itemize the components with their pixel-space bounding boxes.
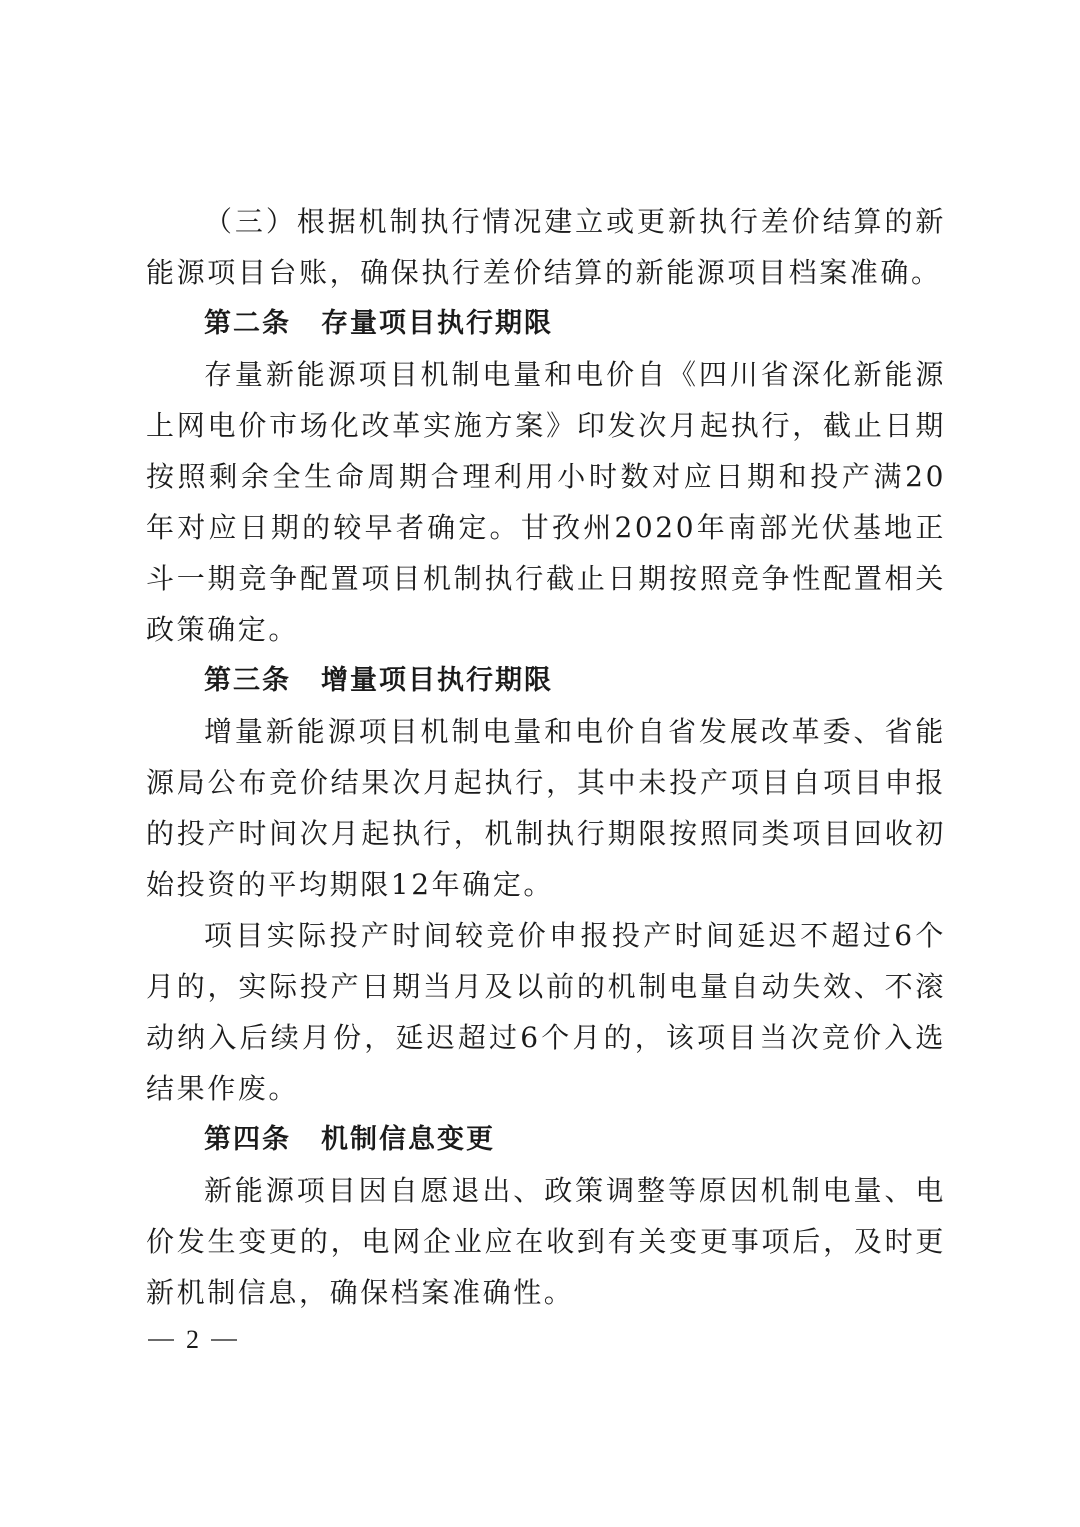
paragraph-existing-projects: 存量新能源项目机制电量和电价自《四川省深化新能源上网电价市场化改革实施方案》印发次月起执行，截止日期按照剩余全生命周期合理利用小时数对应日期和投产满20年对应日期的较早者确定。甘孜州2020年南部光伏基地正斗一期竞争配置项目机制执行截止日期按照竞争性配置相关政策确定。 <box>146 358 946 646</box>
article-heading-4 <box>146 1114 946 1165</box>
dash-right-icon <box>211 1339 237 1341</box>
article-heading-3 <box>146 655 946 706</box>
article-number: 第三条 <box>204 665 291 696</box>
paragraph-info-change: 新能源项目因自愿退出、政策调整等原因机制电量、电价发生变更的，电网企业应在收到有关变更事项后，及时更新机制信息，确保档案准确性。 <box>146 1174 946 1309</box>
paragraph-new-projects: 增量新能源项目机制电量和电价自省发展改革委、省能源局公布竞价结果次月起执行，其中未投产项目自项目申报的投产时间次月起执行，机制执行期限按照同类项目回收初始投资的平均期限12年确定。 <box>146 715 946 901</box>
page-number-footer <box>148 1320 237 1360</box>
article-heading-2 <box>146 298 946 349</box>
article-title: 增量项目执行期限 <box>321 665 553 696</box>
dash-left-icon <box>148 1339 174 1341</box>
article-number: 第四条 <box>204 1124 291 1155</box>
article-number: 第二条 <box>204 308 291 339</box>
article-title: 机制信息变更 <box>321 1124 495 1155</box>
article-title: 存量项目执行期限 <box>321 308 553 339</box>
document-body <box>146 196 946 1318</box>
paragraph-ledger-update: （三）根据机制执行情况建立或更新执行差价结算的新能源项目台账，确保执行差价结算的新能源项目档案准确。 <box>146 205 946 289</box>
paragraph-delay-rules: 项目实际投产时间较竞价申报投产时间延迟不超过6个月的，实际投产日期当月及以前的机制电量自动失效、不滚动纳入后续月份，延迟超过6个月的，该项目当次竞价入选结果作废。 <box>146 919 946 1105</box>
page-number: 2 <box>186 1325 199 1354</box>
